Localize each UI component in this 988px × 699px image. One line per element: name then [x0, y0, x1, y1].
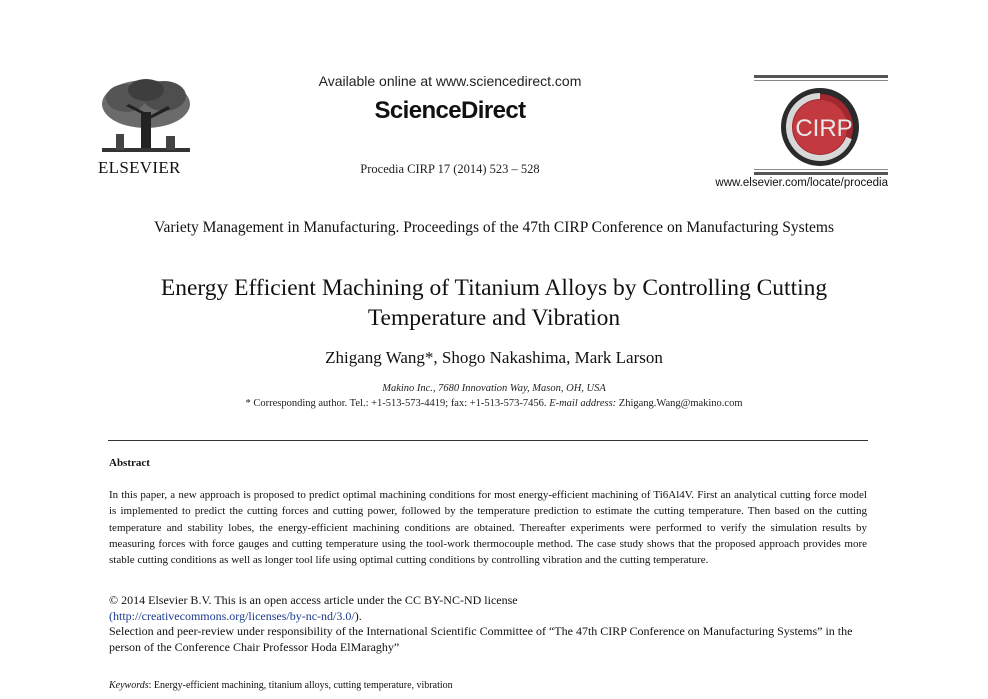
keywords-line — [109, 680, 453, 691]
license-statement: © 2014 Elsevier B.V. This is an open access article under the CC BY-NC-ND license — [109, 593, 518, 607]
elsevier-wordmark: ELSEVIER — [98, 158, 181, 177]
author-list: Zhigang Wang*, Shogo Nakashima, Mark Larson — [325, 348, 663, 367]
license-block — [109, 593, 869, 655]
keywords-separator: : — [148, 680, 154, 691]
peer-review-statement: Selection and peer-review under responsibility of the International Scientific Committee of “The 47th CIRP Conference on Manufacturing Systems” in the person of the Conference Chair Professor Hoda ElMaraghy” — [109, 624, 853, 654]
sciencedirect-logo: ScienceDirect — [374, 97, 526, 124]
license-link-line — [109, 609, 869, 625]
keywords-label: Keywords — [109, 680, 149, 691]
corresponding-contact: * Corresponding author. Tel.: +1-513-573-4419; fax: +1-513-573-7456. — [245, 398, 550, 409]
cirp-bottom-rule-thin — [754, 169, 888, 170]
abstract-body: In this paper, a new approach is proposed to predict optimal machining conditions for most energy-efficient machining of Ti6Al4V. First an analytical cutting force model is implemented to predict the cutting forces and cutting power, followed by the temperature prediction to estimate the cutting temperature. Then based on the cutting temperature and stability lobes, the energy-efficient machining conditions are obtained. Thereafter experiments were performed to verify the simulation results by measuring forces with force gauges and cutting temperature using the tool-work thermocouple method. The case study shows that the proposed approach provides more stable cutting conditions as well as longer tool life using optimal cutting conditions by controlling vibration and the cutting temperature. — [109, 489, 867, 567]
license-link-close: ). — [354, 608, 362, 623]
cirp-top-rule-thin — [754, 80, 888, 81]
email-address[interactable]: Zhigang.Wang@makino.com — [616, 398, 743, 409]
keywords-value: Energy-efficient machining, titanium alloys, cutting temperature, vibration — [153, 680, 453, 691]
header-divider — [108, 440, 868, 441]
cirp-bottom-rule — [754, 172, 888, 175]
cirp-logo-text: CIRP — [795, 115, 853, 142]
abstract-heading: Abstract — [109, 457, 150, 469]
email-label: E-mail address: — [549, 398, 617, 409]
elsevier-url-link[interactable]: www.elsevier.com/locate/procedia — [715, 177, 888, 189]
journal-citation: Procedia CIRP 17 (2014) 523 – 528 — [360, 162, 540, 176]
corresponding-author — [0, 398, 988, 409]
available-online-text: Available online at www.sciencedirect.com — [318, 73, 582, 89]
author-affiliation: Makino Inc., 7680 Innovation Way, Mason, OH, USA — [382, 383, 606, 394]
cirp-top-rule — [754, 75, 888, 78]
cirp-logo — [779, 86, 861, 168]
conference-title: Variety Management in Manufacturing. Proceedings of the 47th CIRP Conference on Manufacturing Systems — [154, 219, 834, 236]
paper-title: Energy Efficient Machining of Titanium Alloys by Controlling Cutting Temperature and Vibration — [160, 275, 828, 331]
license-link[interactable]: (http://creativecommons.org/licenses/by-nc-nd/3.0/ — [109, 608, 355, 623]
